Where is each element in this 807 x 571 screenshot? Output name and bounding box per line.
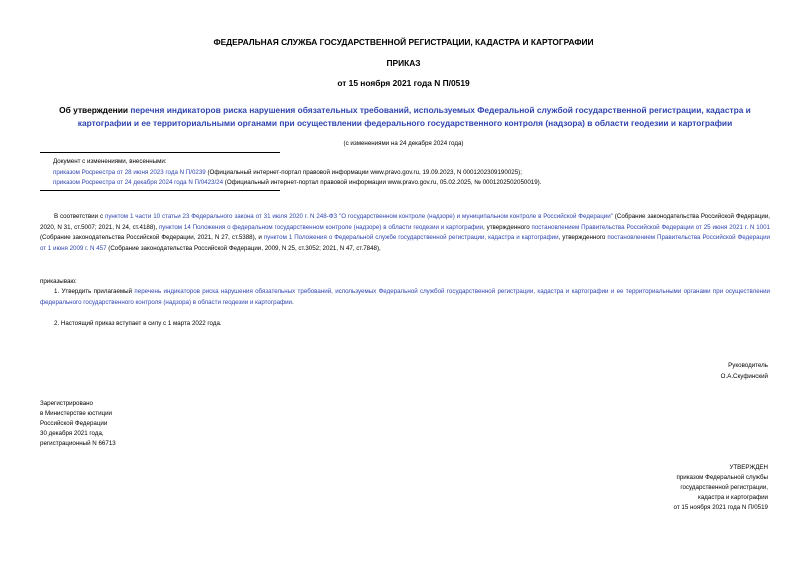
approved-line-3: государственной регистрации, [680,484,768,491]
approved-line-2: приказом Федеральной службы [676,474,768,481]
order-word: приказываю: [40,278,77,285]
title-prefix: Об утверждении [59,105,131,115]
effective-date-paragraph: 2. Настоящий приказ вступает в силу с 1 марта 2022 года. [54,320,222,327]
registration-block [40,399,116,449]
signature-name: О.А.Скуфинский [720,372,768,380]
amendment-item-2 [53,178,773,187]
amendment-source-2: (Официальный интернет-портал правовой информации www.pravo.gov.ru, 05.02.2025, № 0001202502050019). [223,179,542,186]
document-date-number: от 15 ноября 2021 года N П/0519 [337,78,470,88]
basis-text-5: , утвержденного [558,234,608,241]
basis-link-regulation-item-14[interactable]: пунктом 14 Положения о федеральном государственном контроле (надзоре) в области геодезии и картографии [158,223,484,231]
basis-text-3: , утвержденного [483,223,532,231]
amendments-block [53,157,773,187]
registration-line-1: Зарегистрировано [40,400,93,407]
registration-line-2: в Министерстве юстиции [40,410,113,417]
basis-text-1: В соответствии с [54,213,105,220]
agency-name: ФЕДЕРАЛЬНАЯ СЛУЖБА ГОСУДАРСТВЕННОЙ РЕГИСТРАЦИИ, КАДАСТРА И КАРТОГРАФИИ [213,37,594,47]
amendment-link-1[interactable]: приказом Росреестра от 28 июня 2023 года N П/0239 [53,168,206,176]
amendment-source-1: (Официальный интернет-портал правовой информации www.pravo.gov.ru, 19.09.2023, N 0001202309190025); [205,168,522,176]
amendment-item-1 [53,168,773,177]
amendment-link-2[interactable]: приказом Росреестра от 24 декабря 2024 года N П/0423/24 [53,179,224,186]
approved-line-1: УТВЕРЖДЕН [729,464,768,471]
changes-note: (с изменениями на 24 декабря 2024 года) [343,140,464,147]
registration-line-5: регистрационный N 66713 [40,440,116,447]
title-link[interactable]: перечня индикаторов риска нарушения обязательных требований, используемых Федеральной службой государственной регистрации, кадастра и картографии и ее территориальными органами при осуществлении федерального государственного контроля (надзора) в области геодезии и картографии [77,105,751,128]
basis-link-decree-1001[interactable]: постановлением Правительства Российской Федерации от 25 июня 2021 г. N 1001 [531,223,770,231]
approved-line-5: от 15 ноября 2021 года N П/0519 [673,504,768,511]
basis-link-regulation-item-1[interactable]: пунктом 1 Положения о Федеральной службе государственной регистрации, кадастра и картографии [263,234,559,241]
approve-link-list[interactable]: перечень индикаторов риска нарушения обязательных требований, используемых Федеральной службой государственной регистрации, кадастра и картографии и ее территориальными органами при осуществлении федерального государственного контроля (надзора) в области геодезии и картографии [40,288,770,306]
approve-paragraph [40,287,770,308]
amendments-bottom-rule [40,190,280,191]
approved-line-4: кадастра и картографии [698,494,768,501]
basis-link-federal-law[interactable]: пунктом 1 части 10 статьи 23 Федерального закона от 31 июля 2020 г. N 248-ФЗ "О государственном контроле (надзоре) и муниципальном контроле в Российской Федерации" [104,213,613,220]
registration-line-3: Российской Федерации [40,420,108,427]
document-title [40,104,770,129]
approved-block [540,463,768,513]
basis-text-6: (Собрание законодательства Российской Федерации, 2009, N 25, ст.3052; 2021, N 47, ст.7848), [106,244,381,252]
signature-block [560,361,768,382]
registration-line-4: 30 декабря 2021 года, [40,430,104,437]
amendments-top-rule [40,152,280,153]
approve-text-1: 1. Утвердить прилагаемый [54,288,135,295]
basis-text-2: (Собрание законодательства Российской Федерации, 2020, N 31, ст.5007; 2021, N 24, ст.4188), [40,213,770,231]
legal-basis-paragraph [40,212,770,254]
approve-text-2: . [292,298,294,306]
basis-link-decree-457[interactable]: постановлением Правительства Российской Федерации от 1 июня 2009 г. N 457 [40,234,770,252]
document-type: ПРИКАЗ [386,58,421,68]
amendments-intro: Документ с изменениями, внесенными: [53,158,167,165]
basis-text-4: (Собрание законодательства Российской Федерации, 2021, N 27, ст.5388), и [40,234,264,241]
signature-role: Руководитель [728,362,768,369]
